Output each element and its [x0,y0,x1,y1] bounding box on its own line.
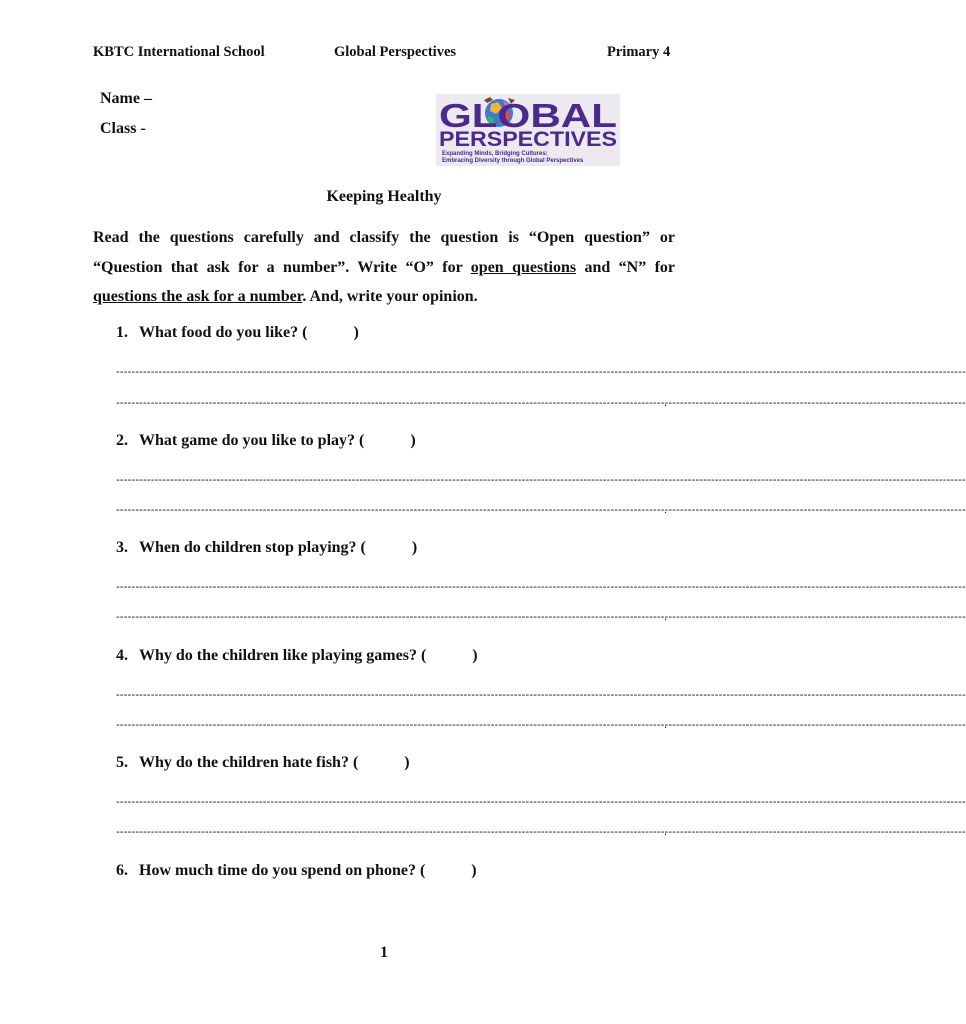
answer-line-1b[interactable]: ---------------------------------------------------------------------------------------------------------------------------------------------------------------------------------------------------------------------------- . [116,396,668,410]
worksheet-title: Keeping Healthy [326,188,442,205]
page-number: 1 [380,944,388,961]
question-6: 6. How much time do you spend on phone? ( ) [116,862,477,879]
instructions-part-1: Read the questions carefully and classify the question is “Open question” or “Question that ask for a number”. Write “O” for [93,229,675,276]
question-4-text: Why do the children like playing games? ( [139,647,427,664]
question-2-text: What game do you like to play? ( [139,432,365,449]
question-3: 3. When do children stop playing? ( ) [116,539,418,556]
answer-line-5b[interactable]: ---------------------------------------------------------------------------------------------------------------------------------------------------------------------------------------------------------------------------- . [116,825,668,839]
question-6-text: How much time do you spend on phone? ( [139,862,426,879]
question-1-text: What food do you like? ( [139,324,308,341]
instructions-part-3: . And, write your opinion. [302,288,478,305]
answer-line-2b[interactable]: ---------------------------------------------------------------------------------------------------------------------------------------------------------------------------------------------------------------------------- . [116,503,668,517]
logo-graphic [436,94,620,166]
class-label: Class - [100,120,146,137]
instructions-part-2: and “N” for [576,258,676,276]
answer-line-2a[interactable]: ---------------------------------------------------------------------------------------------------------------------------------------------------------------------------------------------------------------------------- [116,474,966,486]
answer-line-1a[interactable]: ---------------------------------------------------------------------------------------------------------------------------------------------------------------------------------------------------------------------------- [116,366,966,378]
logo-tagline-1: Expanding Minds, Bridging Cultures: [442,151,548,157]
header-school: KBTC International School [93,44,265,60]
question-5-text: Why do the children hate fish? ( [139,754,359,771]
instructions [93,223,675,312]
question-4: 4. Why do the children like playing games? ( ) [116,647,478,664]
question-5: 5. Why do the children hate fish? ( ) [116,754,410,771]
logo-word-2: PERSPECTIVES [439,128,617,151]
logo-tagline-2: Embracing Diversity through Global Perspectives [442,158,584,164]
name-label: Name – [100,90,152,107]
question-1: 1. What food do you like? ( ) [116,324,359,341]
logo-word-1: GLOBAL [439,97,617,134]
answer-line-3b[interactable]: ---------------------------------------------------------------------------------------------------------------------------------------------------------------------------------------------------------------------------- . [116,610,668,624]
answer-line-4a[interactable]: ---------------------------------------------------------------------------------------------------------------------------------------------------------------------------------------------------------------------------- [116,689,966,701]
instructions-number-questions: questions the ask for a number [93,288,303,305]
header-subject: Global Perspectives [334,44,457,60]
global-perspectives-logo [436,94,620,166]
question-2: 2. What game do you like to play? ( ) [116,432,416,449]
answer-line-4b[interactable]: ---------------------------------------------------------------------------------------------------------------------------------------------------------------------------------------------------------------------------- . [116,718,668,732]
answer-line-3a[interactable]: ---------------------------------------------------------------------------------------------------------------------------------------------------------------------------------------------------------------------------- [116,581,966,593]
question-3-text: When do children stop playing? ( [139,539,366,556]
instructions-open-questions: open questions [470,258,577,276]
header-grade: Primary 4 [607,44,671,60]
answer-line-5a[interactable]: ---------------------------------------------------------------------------------------------------------------------------------------------------------------------------------------------------------------------------- [116,796,966,808]
